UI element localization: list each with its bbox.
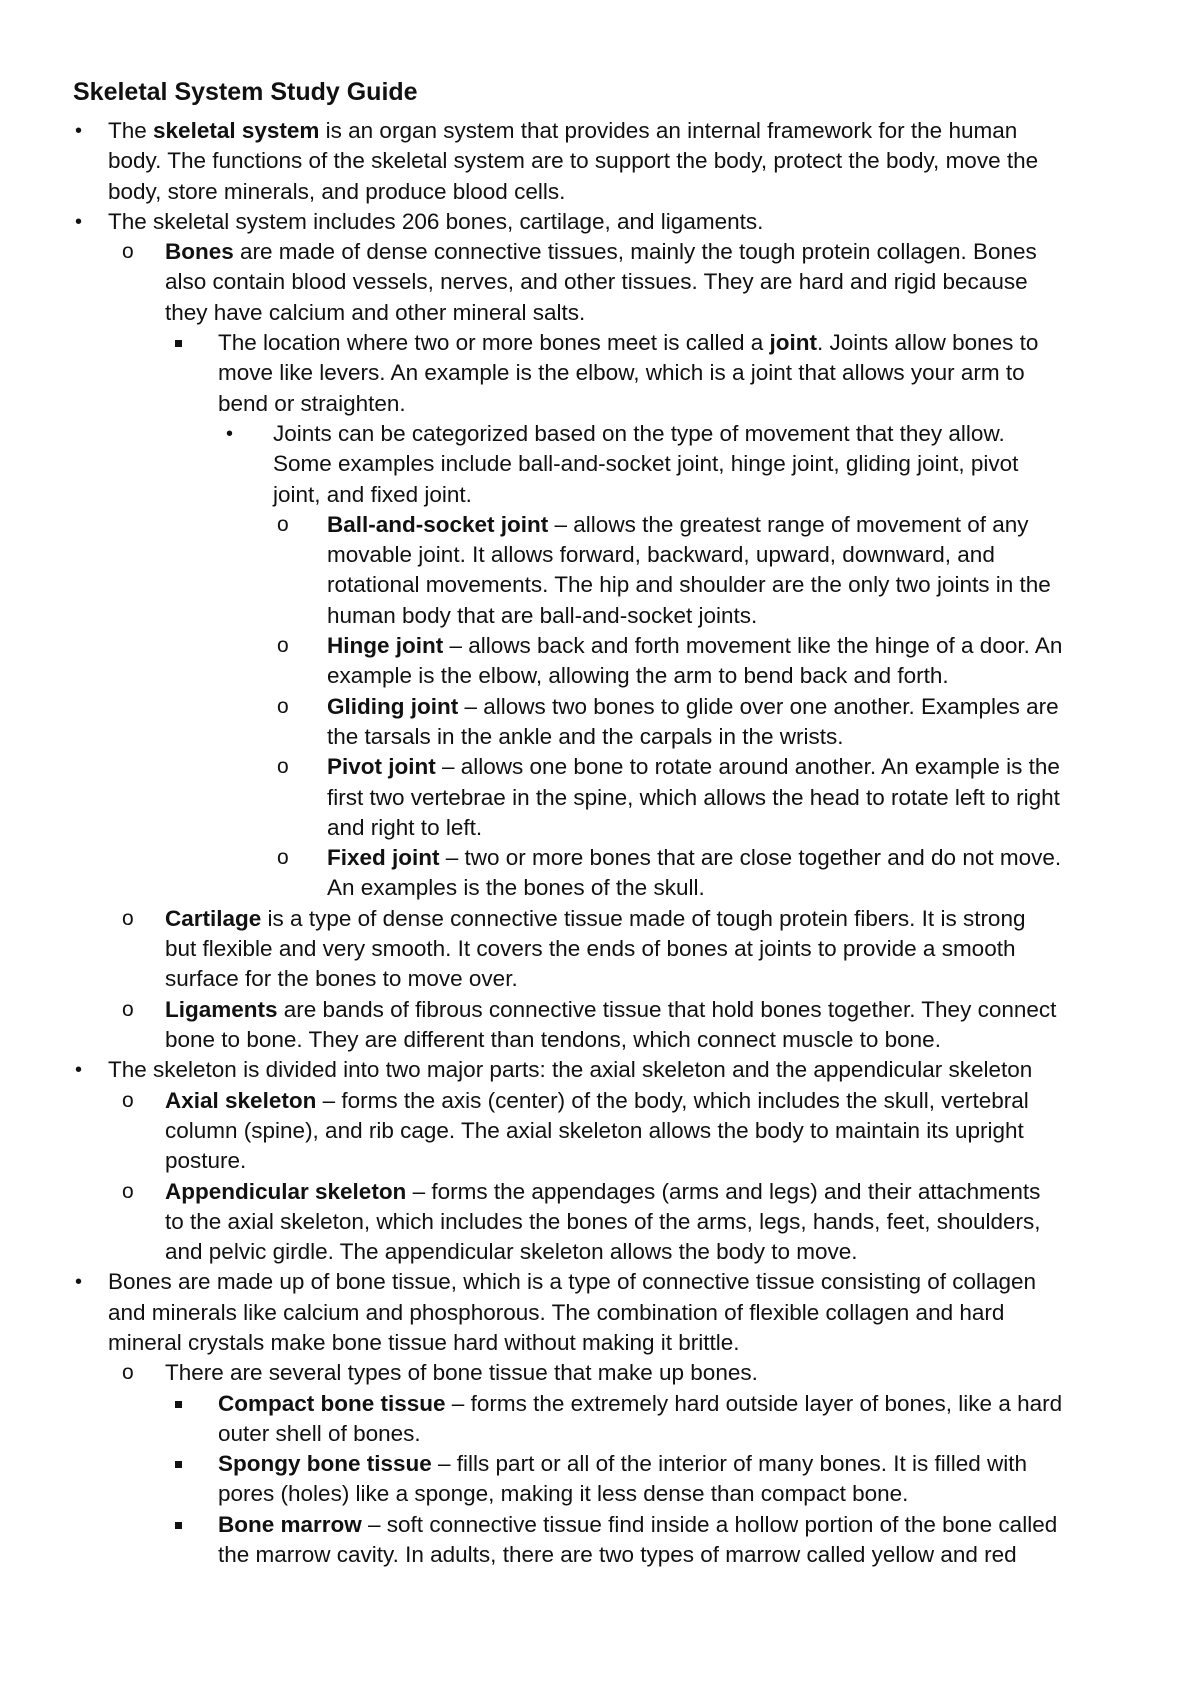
list-item-line (327, 570, 1051, 600)
list-item-line (218, 1449, 1027, 1479)
text-run: The (108, 118, 154, 143)
text-run: body, store minerals, and produce blood cells. (108, 178, 566, 204)
list-item-line (218, 1510, 1057, 1540)
disc-bullet-icon: • (75, 210, 83, 233)
text-run: to the axial skeleton, which includes the bones of the arms, legs, hands, feet, shoulders, (165, 1208, 1041, 1234)
text-run: – forms the appendages (arms and legs) and their attachments (406, 1178, 1041, 1204)
disc-bullet-icon: • (226, 423, 234, 445)
list-item-line (108, 146, 1038, 176)
text-run: – forms the extremely hard outside layer of bones, like a hard (445, 1390, 1063, 1416)
hollow-bullet-icon: o (277, 634, 289, 658)
disc-bullet-icon: • (75, 120, 83, 142)
text-run: and minerals like calcium and phosphorous. The combination of flexible collagen and hard (108, 1299, 1005, 1325)
text-run: are bands of fibrous connective tissue that hold bones together. They connect (277, 996, 1057, 1022)
list-item-line (165, 934, 1015, 964)
square-bullet-icon (175, 1401, 182, 1408)
text-run: – allows back and forth movement like the hinge of a door. An (443, 633, 1063, 659)
bold-term: Bone marrow (218, 1511, 362, 1537)
bold-term: Fixed joint (327, 845, 440, 871)
bold-term: Appendicular skeleton (165, 1178, 407, 1204)
list-item-line (327, 540, 995, 570)
text-run: pores (holes) like a sponge, making it less dense than compact bone. (218, 1481, 909, 1507)
list-item-line (165, 1358, 758, 1388)
list-item-line (165, 1116, 1024, 1146)
text-run: The skeleton is divided into two major parts: the axial skeleton and the appendicular skeleton (108, 1057, 1033, 1083)
text-run: are made of dense connective tissues, mainly the tough protein collagen. Bones (233, 239, 1037, 265)
text-run: outer shell of bones. (218, 1420, 421, 1446)
bold-term: Ligaments (165, 996, 278, 1022)
list-item-line (327, 843, 1061, 873)
text-run: is an organ system that provides an internal framework for the human (319, 118, 1018, 143)
text-run: and pelvic girdle. The appendicular skeleton allows the body to move. (165, 1239, 858, 1265)
text-run: movable joint. It allows forward, backward, upward, downward, and (327, 542, 995, 568)
bold-term: Spongy bone tissue (218, 1451, 432, 1477)
list-item-line (165, 298, 585, 328)
text-run: they have calcium and other mineral salts. (165, 299, 586, 325)
text-run: move like levers. An example is the elbow, which is a joint that allows your arm to (218, 360, 1025, 386)
text-run: the marrow cavity. In adults, there are two types of marrow called yellow and red (218, 1542, 1017, 1568)
bold-term: Hinge joint (327, 633, 444, 659)
text-run: surface for the bones to move over. (165, 966, 518, 992)
list-item-line (165, 267, 1028, 297)
text-run: is a type of dense connective tissue made of tough protein fibers. It is strong (261, 905, 1026, 931)
bold-term: Bones (165, 239, 234, 265)
list-item-line (218, 1419, 421, 1449)
text-run: and right to left. (327, 814, 483, 840)
list-item-line (327, 813, 482, 843)
hollow-bullet-icon: o (122, 1088, 134, 1112)
list-item-line (327, 722, 844, 752)
list-item-line (327, 601, 757, 631)
text-run: but flexible and very smooth. It covers the ends of bones at joints to provide a smooth (165, 936, 1016, 962)
list-item-line (108, 1328, 740, 1358)
list-item-line (165, 1207, 1041, 1237)
bold-term: Ball-and-socket joint (327, 511, 549, 537)
text-run: An examples is the bones of the skull. (327, 875, 705, 901)
disc-bullet-icon: • (75, 1059, 83, 1082)
list-item-line (165, 1177, 1040, 1207)
text-run: human body that are ball-and-socket joints. (327, 602, 758, 628)
bold-term: skeletal system (153, 118, 320, 143)
list-item-line (108, 116, 1017, 146)
page-title: Skeletal System Study Guide (73, 78, 418, 106)
text-run: Some examples include ball-and-socket joint, hinge joint, gliding joint, pivot (273, 451, 1019, 477)
list-item-line (165, 237, 1037, 267)
list-item-line (273, 419, 1005, 449)
list-item-line (108, 1055, 1032, 1085)
text-run: There are several types of bone tissue that make up bones. (165, 1360, 758, 1386)
text-run: bend or straighten. (218, 390, 406, 416)
text-run: Bones are made up of bone tissue, which is a type of connective tissue consisting of collagen (108, 1269, 1037, 1295)
text-run: column (spine), and rib cage. The axial skeleton allows the body to maintain its upright (165, 1117, 1024, 1143)
list-item-line (273, 480, 472, 510)
text-run: the tarsals in the ankle and the carpals in the wrists. (327, 723, 844, 749)
text-run: – allows one bone to rotate around another. An example is the (435, 754, 1060, 780)
list-item-line (165, 1146, 246, 1176)
hollow-bullet-icon: o (277, 512, 289, 536)
bold-term: Cartilage (165, 905, 262, 931)
list-item-line (165, 1086, 1029, 1116)
square-bullet-icon (175, 1522, 182, 1529)
hollow-bullet-icon: o (277, 846, 289, 870)
text-run: The location where two or more bones meet is called a (218, 330, 770, 356)
list-item-line (165, 964, 518, 994)
text-run: – soft connective tissue find inside a hollow portion of the bone called (361, 1511, 1058, 1537)
bold-term: Compact bone tissue (218, 1390, 446, 1416)
list-item-line (218, 358, 1025, 388)
text-run: Joints can be categorized based on the type of movement that they allow. (273, 421, 1005, 446)
text-run: – fills part or all of the interior of many bones. It is filled with (431, 1451, 1028, 1477)
text-run: – allows two bones to glide over one another. Examples are (458, 693, 1059, 719)
list-item-line (108, 207, 763, 237)
bold-term: Gliding joint (327, 693, 459, 719)
text-run: – two or more bones that are close together and do not move. (439, 845, 1062, 871)
square-bullet-icon (175, 340, 182, 347)
list-item-line (327, 752, 1060, 782)
list-item-line (218, 328, 1038, 358)
text-run: . Joints allow bones to (817, 330, 1039, 356)
hollow-bullet-icon: o (122, 1361, 134, 1385)
hollow-bullet-icon: o (122, 906, 134, 930)
list-item-line (327, 661, 949, 691)
list-item-line (327, 873, 705, 903)
bold-term: Pivot joint (327, 754, 436, 780)
list-item-line (108, 1267, 1036, 1297)
list-item-line (218, 389, 406, 419)
bold-term: joint (769, 330, 818, 356)
text-run: – forms the axis (center) of the body, which includes the skull, vertebral (316, 1087, 1029, 1113)
hollow-bullet-icon: o (122, 997, 134, 1021)
text-run: mineral crystals make bone tissue hard without making it brittle. (108, 1329, 740, 1355)
hollow-bullet-icon: o (122, 240, 134, 264)
text-run: – allows the greatest range of movement of any (548, 511, 1029, 537)
square-bullet-icon (175, 1461, 182, 1468)
list-item-line (108, 177, 565, 207)
list-item-line (327, 510, 1029, 540)
list-item-line (327, 631, 1062, 661)
list-item-line (273, 449, 1018, 479)
list-item-line (218, 1389, 1062, 1419)
hollow-bullet-icon: o (122, 1179, 134, 1203)
list-item-line (165, 995, 1056, 1025)
list-item-line (165, 1025, 941, 1055)
text-run: body. The functions of the skeletal system are to support the body, protect the body, move the (108, 148, 1039, 174)
text-run: also contain blood vessels, nerves, and other tissues. They are hard and rigid because (165, 269, 1028, 295)
text-run: joint, and fixed joint. (273, 481, 472, 507)
text-run: bone to bone. They are different than tendons, which connect muscle to bone. (165, 1026, 941, 1052)
list-item-line (108, 1298, 1004, 1328)
list-item-line (218, 1479, 908, 1509)
text-run: example is the elbow, allowing the arm to bend back and forth. (327, 663, 949, 689)
text-run: rotational movements. The hip and shoulder are the only two joints in the (327, 572, 1051, 598)
bold-term: Axial skeleton (165, 1087, 317, 1113)
list-item-line (165, 904, 1025, 934)
list-item-line (327, 783, 1060, 813)
list-item-line (327, 692, 1059, 722)
hollow-bullet-icon: o (277, 694, 289, 718)
disc-bullet-icon: • (75, 1271, 83, 1294)
list-item-line (218, 1540, 1017, 1570)
hollow-bullet-icon: o (277, 755, 289, 779)
list-item-line (165, 1237, 858, 1267)
text-run: The skeletal system includes 206 bones, cartilage, and ligaments. (108, 208, 764, 234)
text-run: first two vertebrae in the spine, which allows the head to rotate left to right (327, 784, 1060, 810)
text-run: posture. (165, 1148, 247, 1174)
